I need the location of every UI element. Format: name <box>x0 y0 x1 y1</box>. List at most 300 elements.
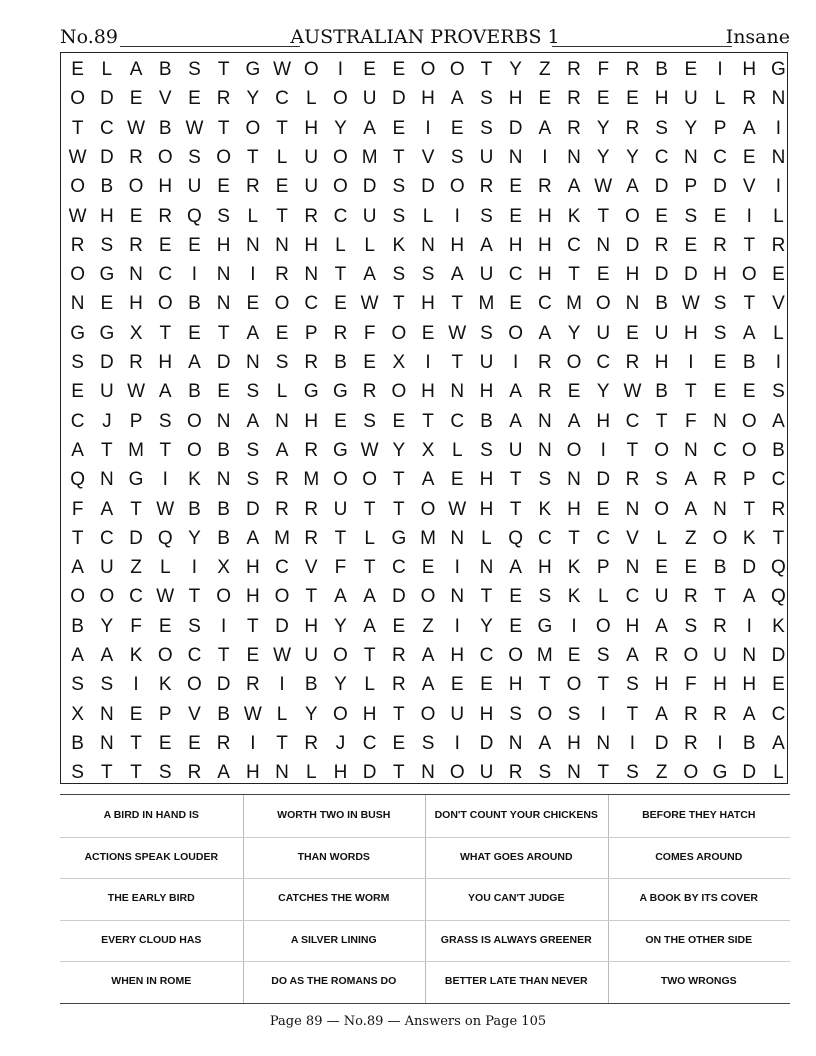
grid-letter[interactable]: Y <box>334 615 347 637</box>
grid-letter[interactable]: D <box>391 586 406 608</box>
grid-letter[interactable]: O <box>333 703 348 725</box>
grid-letter[interactable]: H <box>683 322 698 344</box>
grid-letter[interactable]: T <box>130 762 142 784</box>
grid-letter[interactable]: Z <box>422 615 434 637</box>
grid-letter[interactable]: P <box>304 322 318 344</box>
grid-letter[interactable]: T <box>101 439 113 461</box>
grid-letter[interactable]: G <box>333 439 348 461</box>
grid-letter[interactable]: R <box>625 117 640 139</box>
grid-letter[interactable]: D <box>654 732 669 754</box>
grid-letter[interactable]: R <box>771 234 786 256</box>
grid-letter[interactable]: C <box>158 264 173 286</box>
grid-letter[interactable]: L <box>451 439 463 461</box>
grid-letter[interactable]: A <box>772 732 785 754</box>
grid-letter[interactable]: E <box>684 234 698 256</box>
grid-letter[interactable]: W <box>68 146 87 168</box>
grid-letter[interactable]: C <box>450 410 465 432</box>
grid-letter[interactable]: N <box>771 88 786 110</box>
grid-letter[interactable]: J <box>335 732 346 754</box>
grid-letter[interactable]: H <box>654 352 669 373</box>
grid-letter[interactable]: W <box>594 176 613 198</box>
grid-letter[interactable]: N <box>245 234 260 256</box>
grid-letter[interactable]: B <box>655 381 668 403</box>
grid-letter[interactable]: G <box>128 469 144 491</box>
grid-letter[interactable]: A <box>538 322 552 344</box>
grid-letter[interactable]: O <box>449 59 465 80</box>
grid-letter[interactable]: T <box>159 439 172 461</box>
grid-letter[interactable]: I <box>162 469 168 491</box>
grid-letter[interactable]: B <box>217 439 230 461</box>
grid-letter[interactable]: B <box>304 674 318 696</box>
grid-letter[interactable]: C <box>275 88 289 110</box>
grid-letter[interactable]: S <box>538 586 552 608</box>
grid-letter[interactable]: B <box>772 439 785 461</box>
grid-letter[interactable]: I <box>337 59 344 80</box>
grid-letter[interactable]: S <box>684 615 698 637</box>
grid-letter[interactable]: N <box>129 264 143 286</box>
grid-letter[interactable]: A <box>100 498 114 520</box>
grid-letter[interactable]: T <box>772 527 785 549</box>
grid-letter[interactable]: T <box>247 146 259 168</box>
grid-letter[interactable]: T <box>276 205 288 227</box>
grid-letter[interactable]: M <box>274 527 290 549</box>
grid-letter[interactable]: O <box>274 586 290 608</box>
grid-letter[interactable]: E <box>626 88 639 110</box>
grid-letter[interactable]: H <box>625 264 640 286</box>
grid-letter[interactable]: B <box>655 59 668 80</box>
grid-letter[interactable]: J <box>102 410 112 432</box>
grid-letter[interactable]: P <box>129 410 143 432</box>
grid-letter[interactable]: H <box>421 88 435 110</box>
grid-letter[interactable]: T <box>363 645 376 666</box>
grid-letter[interactable]: C <box>596 352 611 373</box>
grid-letter[interactable]: R <box>216 88 231 110</box>
grid-letter[interactable]: S <box>246 469 260 491</box>
grid-letter[interactable]: N <box>216 469 231 491</box>
grid-letter[interactable]: E <box>421 557 435 579</box>
grid-letter[interactable]: G <box>99 264 115 286</box>
grid-letter[interactable]: V <box>626 527 639 549</box>
grid-letter[interactable]: B <box>217 703 230 725</box>
grid-letter[interactable]: O <box>566 439 582 461</box>
grid-letter[interactable]: D <box>713 176 727 198</box>
grid-letter[interactable]: A <box>71 557 84 579</box>
grid-letter[interactable]: E <box>509 293 522 315</box>
grid-letter[interactable]: S <box>71 762 84 784</box>
grid-letter[interactable]: Q <box>187 205 202 227</box>
grid-letter[interactable]: C <box>508 264 523 286</box>
grid-letter[interactable]: L <box>276 381 288 403</box>
grid-letter[interactable]: F <box>334 557 347 579</box>
grid-letter[interactable]: S <box>684 205 698 227</box>
grid-letter[interactable]: O <box>333 176 348 198</box>
grid-letter[interactable]: W <box>68 205 87 227</box>
grid-letter[interactable]: N <box>245 352 260 373</box>
grid-letter[interactable]: C <box>567 234 581 256</box>
grid-letter[interactable]: R <box>683 586 698 608</box>
grid-letter[interactable]: U <box>479 264 494 286</box>
grid-letter[interactable]: R <box>625 469 640 491</box>
grid-letter[interactable]: I <box>542 146 548 168</box>
grid-letter[interactable]: Y <box>480 615 493 637</box>
grid-letter[interactable]: O <box>216 146 232 168</box>
grid-letter[interactable]: O <box>595 615 611 637</box>
grid-letter[interactable]: E <box>538 88 552 110</box>
grid-letter[interactable]: V <box>421 146 435 168</box>
grid-letter[interactable]: N <box>304 264 319 286</box>
grid-letter[interactable]: R <box>304 352 319 373</box>
grid-letter[interactable]: S <box>217 205 230 227</box>
grid-letter[interactable]: K <box>567 557 581 579</box>
grid-letter[interactable]: X <box>71 703 84 725</box>
grid-letter[interactable]: U <box>479 146 494 168</box>
grid-letter[interactable]: F <box>130 615 142 637</box>
grid-letter[interactable]: S <box>392 205 406 227</box>
grid-letter[interactable]: A <box>421 469 435 491</box>
grid-letter[interactable]: L <box>597 586 609 608</box>
grid-letter[interactable]: O <box>683 645 699 666</box>
grid-letter[interactable]: H <box>479 381 494 403</box>
grid-letter[interactable]: H <box>537 205 552 227</box>
grid-letter[interactable]: A <box>450 88 464 110</box>
grid-letter[interactable]: A <box>684 498 698 520</box>
grid-letter[interactable]: S <box>363 410 376 432</box>
grid-letter[interactable]: O <box>333 469 348 491</box>
grid-letter[interactable]: W <box>127 381 145 403</box>
grid-letter[interactable]: O <box>187 439 202 461</box>
grid-letter[interactable]: H <box>479 703 494 725</box>
grid-letter[interactable]: B <box>158 117 172 139</box>
grid-letter[interactable]: K <box>567 586 581 608</box>
grid-letter[interactable]: T <box>685 381 697 403</box>
grid-letter[interactable]: E <box>655 205 668 227</box>
grid-letter[interactable]: S <box>188 146 201 168</box>
grid-letter[interactable]: Q <box>771 557 786 579</box>
grid-letter[interactable]: G <box>537 615 553 637</box>
grid-letter[interactable]: A <box>567 410 581 432</box>
grid-letter[interactable]: E <box>742 146 756 168</box>
grid-letter[interactable]: K <box>772 615 785 637</box>
grid-letter[interactable]: N <box>450 527 465 549</box>
grid-letter[interactable]: D <box>99 352 114 373</box>
grid-letter[interactable]: U <box>713 645 727 666</box>
grid-letter[interactable]: Y <box>334 117 347 139</box>
grid-letter[interactable]: A <box>421 645 435 666</box>
grid-letter[interactable]: N <box>537 410 552 432</box>
grid-letter[interactable]: W <box>360 439 379 461</box>
grid-letter[interactable]: F <box>363 322 376 344</box>
grid-letter[interactable]: N <box>421 762 435 784</box>
grid-letter[interactable]: S <box>100 674 114 696</box>
grid-letter[interactable]: R <box>304 498 319 520</box>
grid-letter[interactable]: F <box>685 410 697 432</box>
grid-letter[interactable]: G <box>391 527 407 549</box>
grid-letter[interactable]: T <box>539 674 551 696</box>
grid-letter[interactable]: G <box>70 322 86 344</box>
grid-letter[interactable]: T <box>568 527 580 549</box>
grid-letter[interactable]: T <box>393 146 405 168</box>
grid-letter[interactable]: R <box>567 117 581 139</box>
grid-letter[interactable]: D <box>508 117 523 139</box>
grid-letter[interactable]: H <box>450 234 465 256</box>
grid-letter[interactable]: A <box>538 732 552 754</box>
grid-letter[interactable]: H <box>304 117 319 139</box>
grid-letter[interactable]: R <box>567 59 581 80</box>
grid-letter[interactable]: E <box>158 234 172 256</box>
grid-letter[interactable]: V <box>742 176 756 198</box>
grid-letter[interactable]: W <box>681 293 700 315</box>
grid-letter[interactable]: S <box>158 762 172 784</box>
grid-letter[interactable]: H <box>654 88 669 110</box>
grid-letter[interactable]: D <box>129 527 143 549</box>
grid-letter[interactable]: N <box>275 410 289 432</box>
grid-letter[interactable]: N <box>450 381 465 403</box>
grid-letter[interactable]: L <box>364 674 375 696</box>
grid-letter[interactable]: I <box>629 732 636 754</box>
grid-letter[interactable]: Q <box>771 586 786 608</box>
grid-letter[interactable]: R <box>304 439 319 461</box>
grid-letter[interactable]: O <box>741 264 757 286</box>
grid-letter[interactable]: D <box>625 234 640 256</box>
grid-letter[interactable]: H <box>479 469 494 491</box>
grid-letter[interactable]: I <box>571 615 577 637</box>
grid-letter[interactable]: N <box>771 146 786 168</box>
grid-letter[interactable]: C <box>654 146 669 168</box>
grid-letter[interactable]: C <box>362 732 377 754</box>
grid-letter[interactable]: D <box>216 352 231 373</box>
grid-letter[interactable]: A <box>363 117 376 139</box>
grid-letter[interactable]: A <box>188 352 201 373</box>
grid-letter[interactable]: H <box>596 410 611 432</box>
grid-letter[interactable]: S <box>392 264 406 286</box>
grid-letter[interactable]: E <box>71 59 84 80</box>
grid-letter[interactable]: F <box>71 498 84 520</box>
grid-letter[interactable]: A <box>275 439 289 461</box>
grid-letter[interactable]: D <box>99 146 114 168</box>
grid-letter[interactable]: A <box>158 381 172 403</box>
grid-letter[interactable]: H <box>245 762 260 784</box>
grid-letter[interactable]: E <box>713 352 727 373</box>
grid-letter[interactable]: B <box>188 381 201 403</box>
grid-letter[interactable]: C <box>625 586 640 608</box>
grid-letter[interactable]: O <box>391 381 407 403</box>
grid-letter[interactable]: C <box>479 645 494 666</box>
grid-letter[interactable]: F <box>597 59 610 80</box>
grid-letter[interactable]: H <box>713 264 727 286</box>
grid-letter[interactable]: I <box>454 732 460 754</box>
grid-letter[interactable]: B <box>713 557 727 579</box>
grid-letter[interactable]: S <box>596 645 610 666</box>
grid-letter[interactable]: E <box>772 264 785 286</box>
grid-letter[interactable]: R <box>537 176 552 198</box>
grid-letter[interactable]: T <box>509 498 522 520</box>
grid-letter[interactable]: B <box>71 615 84 637</box>
grid-letter[interactable]: K <box>742 527 756 549</box>
grid-letter[interactable]: R <box>537 381 552 403</box>
grid-letter[interactable]: E <box>392 732 406 754</box>
grid-letter[interactable]: R <box>304 205 319 227</box>
grid-letter[interactable]: R <box>771 498 786 520</box>
grid-letter[interactable]: N <box>713 498 727 520</box>
grid-letter[interactable]: L <box>305 88 317 110</box>
grid-letter[interactable]: O <box>157 146 173 168</box>
grid-letter[interactable]: O <box>362 469 378 491</box>
grid-letter[interactable]: H <box>625 615 640 637</box>
grid-letter[interactable]: O <box>303 59 319 80</box>
grid-letter[interactable]: G <box>99 322 115 344</box>
grid-letter[interactable]: L <box>422 205 434 227</box>
grid-letter[interactable]: E <box>217 381 230 403</box>
grid-letter[interactable]: O <box>595 293 611 315</box>
grid-letter[interactable]: E <box>655 557 668 579</box>
grid-letter[interactable]: I <box>600 703 606 725</box>
grid-letter[interactable]: E <box>392 410 406 432</box>
grid-letter[interactable]: H <box>216 234 231 256</box>
grid-letter[interactable]: B <box>217 498 230 520</box>
grid-letter[interactable]: D <box>362 762 377 784</box>
grid-letter[interactable]: B <box>334 352 347 373</box>
grid-letter[interactable]: T <box>626 703 639 725</box>
grid-letter[interactable]: E <box>246 645 260 666</box>
grid-letter[interactable]: O <box>274 293 290 315</box>
grid-letter[interactable]: H <box>713 674 727 696</box>
grid-letter[interactable]: T <box>743 234 756 256</box>
grid-letter[interactable]: C <box>771 469 786 491</box>
grid-letter[interactable]: P <box>742 469 756 491</box>
grid-letter[interactable]: O <box>741 410 757 432</box>
grid-letter[interactable]: I <box>717 732 723 754</box>
grid-letter[interactable]: O <box>187 674 202 696</box>
grid-letter[interactable]: Y <box>334 674 347 696</box>
grid-letter[interactable]: D <box>742 557 757 579</box>
grid-letter[interactable]: R <box>129 146 143 168</box>
grid-letter[interactable]: I <box>250 264 256 286</box>
grid-letter[interactable]: P <box>713 117 727 139</box>
grid-letter[interactable]: U <box>654 586 669 608</box>
grid-letter[interactable]: O <box>420 586 436 608</box>
grid-letter[interactable]: H <box>567 498 581 520</box>
grid-letter[interactable]: V <box>188 703 201 725</box>
grid-letter[interactable]: E <box>509 586 522 608</box>
grid-letter[interactable]: R <box>742 88 757 110</box>
grid-letter[interactable]: A <box>538 117 552 139</box>
grid-letter[interactable]: T <box>480 59 493 80</box>
grid-letter[interactable]: T <box>363 498 376 520</box>
grid-letter[interactable]: A <box>684 469 698 491</box>
grid-letter[interactable]: D <box>362 176 377 198</box>
grid-letter[interactable]: I <box>221 615 227 637</box>
grid-letter[interactable]: S <box>480 322 493 344</box>
grid-letter[interactable]: L <box>656 527 667 549</box>
grid-letter[interactable]: D <box>654 264 669 286</box>
grid-letter[interactable]: O <box>420 703 436 725</box>
grid-letter[interactable]: H <box>567 732 581 754</box>
grid-letter[interactable]: T <box>130 498 142 520</box>
grid-letter[interactable]: E <box>363 352 376 373</box>
grid-letter[interactable]: H <box>508 88 523 110</box>
grid-letter[interactable]: R <box>362 381 377 403</box>
grid-letter[interactable]: R <box>625 352 640 373</box>
grid-letter[interactable]: E <box>509 615 522 637</box>
grid-letter[interactable]: N <box>625 293 640 315</box>
grid-letter[interactable]: O <box>449 176 465 198</box>
grid-letter[interactable]: O <box>625 205 640 227</box>
grid-letter[interactable]: R <box>508 762 523 784</box>
grid-letter[interactable]: W <box>156 498 175 520</box>
grid-letter[interactable]: R <box>129 234 143 256</box>
grid-letter[interactable]: A <box>217 762 230 784</box>
grid-letter[interactable]: Y <box>246 88 260 110</box>
grid-letter[interactable]: D <box>421 176 435 198</box>
grid-letter[interactable]: W <box>360 293 379 315</box>
grid-letter[interactable]: E <box>188 322 201 344</box>
grid-letter[interactable]: R <box>391 645 406 666</box>
grid-letter[interactable]: O <box>128 176 144 198</box>
grid-letter[interactable]: D <box>99 88 114 110</box>
grid-letter[interactable]: T <box>655 410 668 432</box>
grid-letter[interactable]: H <box>362 703 377 725</box>
grid-letter[interactable]: O <box>333 146 348 168</box>
grid-letter[interactable]: W <box>127 117 145 139</box>
grid-letter[interactable]: A <box>567 176 581 198</box>
grid-letter[interactable]: E <box>626 322 639 344</box>
grid-letter[interactable]: X <box>217 557 230 579</box>
grid-letter[interactable]: E <box>334 410 347 432</box>
grid-letter[interactable]: A <box>742 586 756 608</box>
grid-letter[interactable]: E <box>596 498 610 520</box>
grid-letter[interactable]: T <box>217 322 230 344</box>
grid-letter[interactable]: K <box>158 674 172 696</box>
grid-letter[interactable]: T <box>334 264 347 286</box>
grid-letter[interactable]: D <box>596 469 611 491</box>
grid-letter[interactable]: I <box>250 732 256 754</box>
grid-letter[interactable]: H <box>304 410 319 432</box>
grid-letter[interactable]: B <box>742 352 756 373</box>
grid-letter[interactable]: H <box>333 762 348 784</box>
grid-letter[interactable]: S <box>188 615 201 637</box>
grid-letter[interactable]: E <box>421 322 435 344</box>
grid-letter[interactable]: L <box>773 205 784 227</box>
letter-grid[interactable] <box>60 52 788 784</box>
grid-letter[interactable]: O <box>245 117 261 139</box>
grid-letter[interactable]: D <box>654 176 669 198</box>
grid-letter[interactable]: Q <box>508 527 524 549</box>
grid-letter[interactable]: S <box>655 469 668 491</box>
grid-letter[interactable]: I <box>775 176 782 198</box>
grid-letter[interactable]: N <box>99 469 114 491</box>
grid-letter[interactable]: H <box>158 176 173 198</box>
grid-letter[interactable]: H <box>479 498 494 520</box>
grid-letter[interactable]: W <box>243 703 262 725</box>
grid-letter[interactable]: E <box>509 205 522 227</box>
grid-letter[interactable]: E <box>713 381 727 403</box>
grid-letter[interactable]: E <box>158 615 172 637</box>
grid-letter[interactable]: T <box>217 117 230 139</box>
grid-letter[interactable]: U <box>304 146 319 168</box>
grid-letter[interactable]: R <box>245 176 260 198</box>
grid-letter[interactable]: N <box>216 264 231 286</box>
grid-letter[interactable]: O <box>566 352 582 373</box>
grid-letter[interactable]: H <box>421 381 435 403</box>
grid-letter[interactable]: E <box>567 645 581 666</box>
grid-letter[interactable]: T <box>334 527 347 549</box>
grid-letter[interactable]: M <box>361 146 378 168</box>
grid-letter[interactable]: N <box>99 703 114 725</box>
grid-letter[interactable]: S <box>246 439 260 461</box>
grid-letter[interactable]: B <box>71 732 84 754</box>
grid-letter[interactable]: O <box>654 439 670 461</box>
grid-letter[interactable]: T <box>568 264 580 286</box>
